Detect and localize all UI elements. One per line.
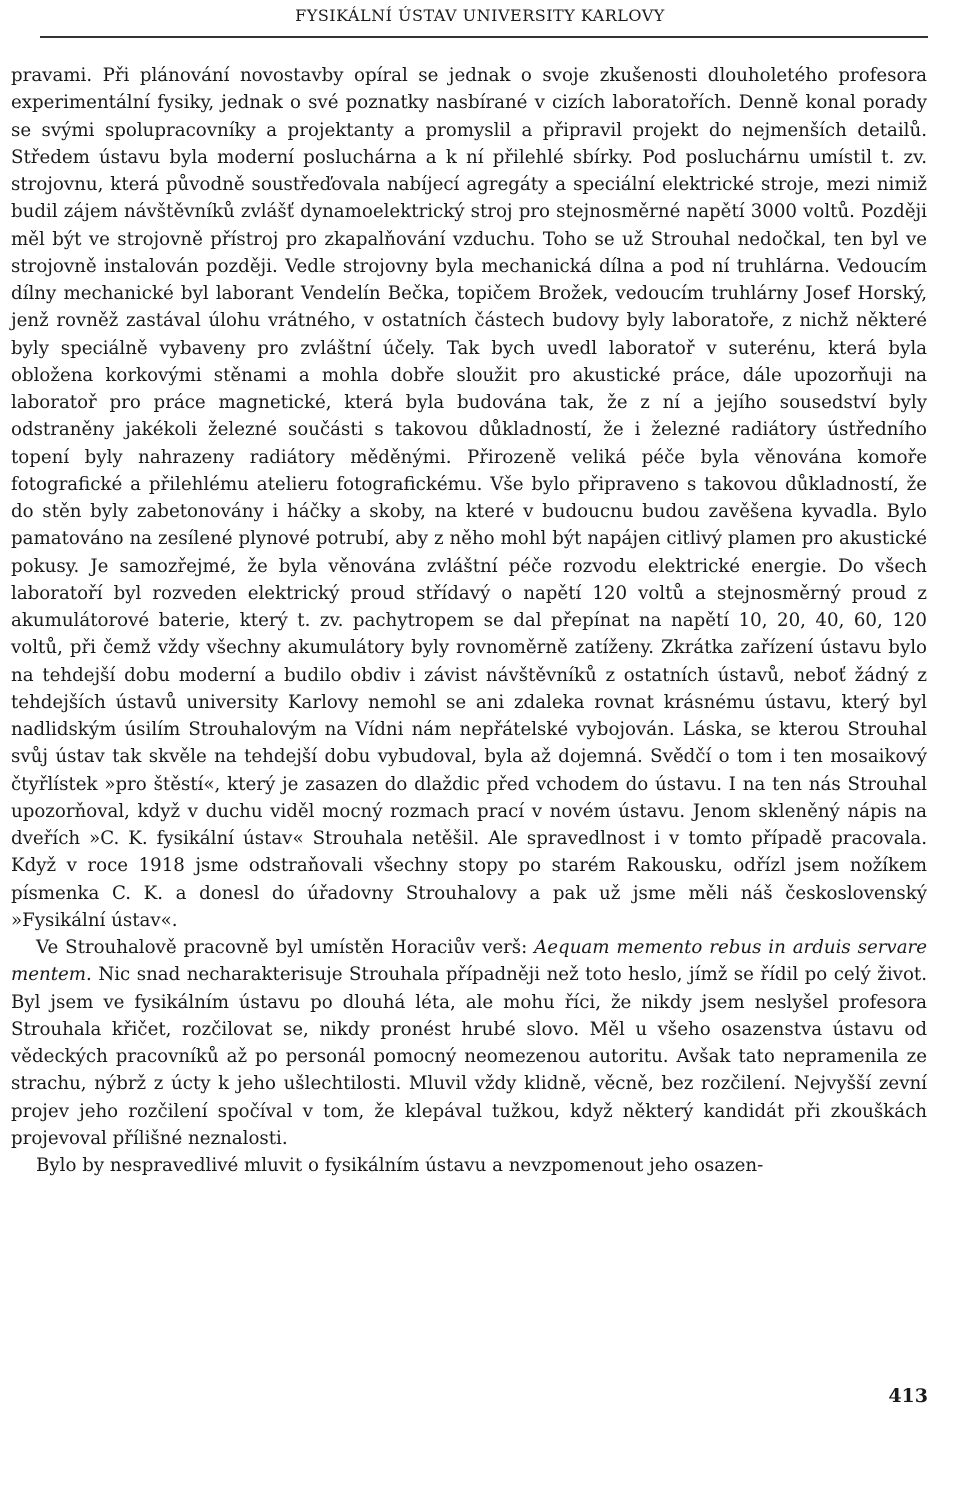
- paragraph-3: Bylo by nespravedlivé mluvit o fysikálním ústavu a nevzpomenout jeho osazen-: [36, 1155, 764, 1176]
- horace-quote: Aequam memento rebus in arduis servare mentem.: [11, 937, 928, 986]
- running-head: FYSIKÁLNÍ ÚSTAV UNIVERSITY KARLOVY: [295, 6, 665, 25]
- paragraph-2: [11, 934, 927, 1152]
- body-text: [11, 62, 927, 1179]
- paragraph-1: pravami. Při plánování novostavby opíral se jednak o svoje zkušenosti dlouholetého profesora experimentální fysiky, jednak o své poznatky nasbírané v cizích laboratořích. Denně konal porady se svými spolupracovníky a projektanty a promyslil a připravil projekt do nejmenších detailů. Středem ústavu byla moderní posluchárna a k ní přilehlé sbírky. Pod posluchárnu umístil t. zv. strojovnu, která původně soustřeďovala nabíjecí agregáty a speciální elektrické stroje, mezi nimiž budil zájem návštěvníků zvlášť dynamoelektrický stroj pro stejnosměrné napětí 3000 voltů. Později měl být ve strojovně přístroj pro zkapalňování vzduchu. Toho se už Strouhal nedočkal, ten byl ve strojovně instalován později. Vedle strojovny byla mechanická dílna a pod ní truhlárna. Vedoucím dílny mechanické byl laborant Vendelín Bečka, topičem Brožek, vedoucím truhlárny Josef Horský, jenž rovněž zastával úlohu vrátného, v ostatních částech budovy byly laboratoře, z nichž některé byly speciálně vybaveny pro zvláštní účely. Tak bych uvedl laboratoř v suterénu, která byla obložena korkovými stěnami a mohla dobře sloužit pro akustické práce, dále upozorňuji na laboratoř pro práce magnetické, která byla budována tak, že z ní a jejího sousedství byly odstraněny jakékoli železné součásti s takovou důkladností, že i železné radiátory ústředního topení byly nahrazeny radiátory měděnými. Přirozeně veliká péče byla věnována komoře fotografické a přilehlému atelieru fotografickému. Vše bylo připraveno s takovou důkladností, že do stěn byly zabetonovány i háčky a skoby, na které v budoucnu budou zavěšena kyvadla. Bylo pamatováno na zesílené plynové potrubí, aby z něho mohl být napájen citlivý plamen pro akustické pokusy. Je samozřejmé, že byla věnována zvláštní péče rozvodu elektrické energie. Do všech laboratoří byl rozveden elektrický proud střídavý o napětí 120 voltů a stejnosměrný proud z akumulátorové baterie, který t. zv. pachytropem se dal přepínat na napětí 10, 20, 40, 60, 120 voltů, při čemž vždy všechny akumulátory byly rovnoměrně zatíženy. Zkrátka zařízení ústavu bylo na tehdejší dobu moderní a budilo obdiv i závist návštěvníků z ostatních ústavů, neboť žádný z tehdejších ústavů university Karlovy nemohl se ani zdaleka rovnat krásnému ústavu, který byl nadlidským úsilím Strouhalovým na Vídni nám nepřátelské vybojován. Láska, se kterou Strouhal svůj ústav tak skvěle na tehdejší dobu vybudoval, byla až dojemná. Svědčí o tom i ten mosaikový čtyřlístek »pro štěstí«, který je zasazen do dlaždic před vchodem do ústavu. I na ten nás Strouhal upozorňoval, když v duchu viděl mocný rozmach prací v novém ústavu. Jenom skleněný nápis na dveřích »C. K. fysikální ústav« Strouhala netěšil. Ale spravedlnost i v tomto případě pracovala. Když v roce 1918 jsme odstraňovali všechny stopy po starém Rakousku, odřízl jsem nožíkem písmenka C. K. a donesl do úřadovny Strouhalovy a pak už jsme měli náš československý »Fysikální ústav«.: [11, 65, 927, 931]
- page-number: 413: [888, 1385, 928, 1407]
- paragraph-2-rest: Nic snad necharakterisuje Strouhala případněji než toto heslo, jímž se řídil po celý život. Byl jsem ve fysikálním ústavu po dlouhá léta, ale mohu říci, že nikdy jsem neslyšel profesora Strouhala křičet, rozčilovat se, nikdy pronést hrubé slovo. Měl u všeho osazenstva ústavu od vědeckých pracovníků až po personál pomocný neomezenou autoritu. Avšak tato nepramenila ze strachu, nýbrž z úcty k jeho ušlechtilosti. Mluvil vždy klidně, věcně, bez rozčilení. Nejvyšší zevní projev jeho rozčilení spočíval v tom, že klepával tužkou, když některý kandidát při zkouškách projevoval přílišné neznalosti.: [11, 964, 927, 1149]
- paragraph-2-intro: Ve Strouhalově pracovně byl umístěn Horaciův verš:: [36, 937, 535, 958]
- header-rule: [40, 36, 928, 38]
